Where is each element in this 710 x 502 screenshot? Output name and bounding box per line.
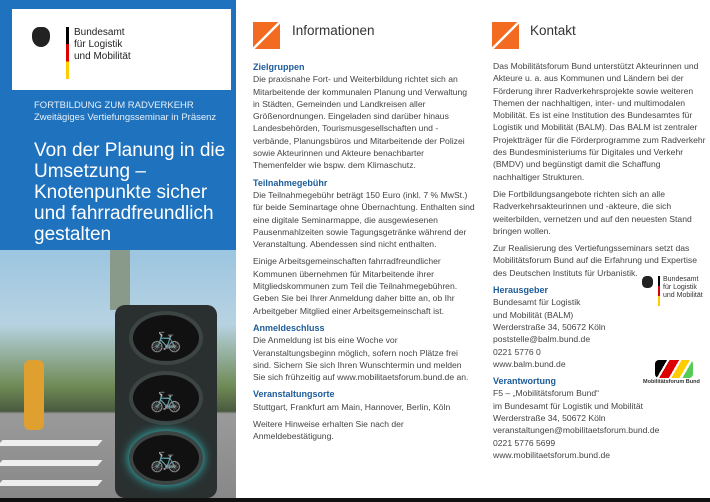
info-body: [253, 56, 475, 448]
section-paragraph: Weitere Hinweise erhalten Sie nach der Anmeldebestätigung.: [253, 419, 404, 442]
section-paragraph: Die Anmeldung ist bis eine Woche vor Veranstaltungsbeginn möglich, sofern noch Plätze frei sind. Sichern Sie sich Ihren Wunschtermin und melden Sie sich frühzeitig auf www.mobilitaetsforum.bund.de an.: [253, 335, 469, 383]
responsible-lines: [493, 387, 708, 461]
bicycle-traffic-light: [115, 305, 217, 498]
publisher-line[interactable]: poststelle@balm.bund.de: [493, 334, 591, 345]
publisher-line[interactable]: www.balm.bund.de: [493, 358, 566, 369]
mobilitaetsforum-logo: [643, 360, 703, 386]
balm-logo: [12, 9, 231, 90]
logo-line: Bundesamt: [74, 27, 125, 38]
section-paragraph: Einige Arbeitsgemeinschaften fahrradfreundlicher Kommunen übernehmen für Mitarbeitende ihrer Mitgliedskommunen zum Teil die Teilnahmegebühren. Geben Sie bei Ihrer Anmeldung daher bitte an, ob Ihr Arbeitgeber Mitglied einer Arbeitsgemeinschaft ist.: [253, 256, 458, 316]
traffic-light-photo: [0, 250, 236, 498]
info-title: Informationen: [292, 23, 375, 38]
section-heading: Zielgruppen: [253, 62, 305, 72]
publisher-heading: Herausgeber: [493, 285, 549, 296]
section-heading: Anmeldeschluss: [253, 322, 325, 333]
orange-slash-icon: [253, 22, 280, 49]
section-paragraph: Die Teilnahmegebühr beträgt 150 Euro (inkl. 7 % MwSt.) für beide Seminartage ohne Übernachtung. Enthalten sind eine digitale Seminarmappe, die ausgewiesenen Pausenmahlzeiten sowie Tagungsgetränke während der Veranstaltung. Abendessen sind nicht enthalten.: [253, 189, 475, 250]
section-paragraph: Stuttgart, Frankfurt am Main, Hannover, Berlin, Köln: [253, 401, 451, 412]
contact-title: Kontakt: [530, 23, 576, 38]
logo-line: für Logistik: [663, 284, 697, 291]
responsible-line: im Bundesamt für Logistik und Mobilität: [493, 400, 643, 411]
responsible-line: F5 – „Mobilitätsforum Bund“: [493, 388, 600, 399]
cover-panel: [0, 0, 236, 498]
publisher-line: Werderstraße 34, 50672 Köln: [493, 321, 606, 332]
info-column: [245, 0, 477, 498]
bottom-border: [0, 498, 710, 502]
red-bicycle-icon: 🚲: [129, 311, 203, 365]
contact-paragraph: Die Fortbildungsangebote richten sich an alle Radverkehrsakteurinnen und -akteure, die sich weiterbilden, vernetzen und auf den neuesten Stand bringen wollen.: [493, 188, 692, 236]
responsible-line[interactable]: www.mobilitaetsforum.bund.de: [493, 449, 611, 460]
publisher-line: 0221 5776 0: [493, 346, 541, 357]
kicker: FORTBILDUNG ZUM RADVERKEHR: [34, 100, 194, 111]
responsible-heading: Verantwortung: [493, 376, 557, 387]
section-heading: Teilnahmegebühr: [253, 177, 328, 188]
section-heading: Veranstaltungsorte: [253, 389, 335, 400]
section-paragraph: Die praxisnahe Fort- und Weiterbildung richtet sich an Mitarbeitende der kommunalen Planung und Verwaltung in Städten, Gemeinden und Landkreisen aller Größenordnungen. Eingeladen sind darüber hinaus Landesbehörden, Tourismusgesellschaften und -verbände, Planungsbüros und Mitarbeitende der Polizei sowie Akteurinnen und Akteure benachbarter Themenfelder wie bspw. dem Klimaschutz.: [253, 74, 468, 171]
logo-caption: Mobilitätsforum Bund: [643, 379, 700, 385]
cyclist: [24, 360, 44, 430]
publisher-line: und Mobilität (BALM): [493, 309, 574, 320]
amber-bicycle-icon: 🚲: [129, 371, 203, 425]
logo-line: und Mobilität: [663, 292, 703, 299]
contact-paragraph: Zur Realisierung des Vertiefungsseminars setzt das Mobilitätsforum Bund auf die Erfahrung und Expertise des Deutschen Instituts für Urbanistik.: [493, 243, 697, 278]
federal-eagle-icon: [32, 27, 50, 47]
responsible-line: Werderstraße 34, 50672 Köln: [493, 413, 606, 424]
responsible-line: 0221 5776 5699: [493, 437, 556, 448]
logo-line: für Logistik: [74, 39, 123, 50]
green-bicycle-icon: 🚲: [129, 431, 203, 485]
contact-column: [480, 0, 710, 498]
orange-slash-icon: [492, 22, 519, 49]
responsible-line[interactable]: veranstaltungen@mobilitaetsforum.bund.de: [493, 425, 660, 436]
flag-stripe: [66, 27, 69, 79]
contact-paragraph: Das Mobilitätsforum Bund unterstützt Akteurinnen und Akteure u. a. aus Kommunen und Ländern bei der Förderung ihrer Radverkehrsprojekte sowie weiteren Themen der nachhaltigen, inter- und multimodalen Mobilität. Es ist eine Institution des Bundesamtes für Logistik und Mobilität (BALM). Das BALM ist zentraler Projektträger für die Förderprogramme zum Radverkehr des Bundesministeriums für Digitales und Verkehr (BMDV) und begünstigt damit die Schaffung nachhaltiger Strukturen.: [493, 61, 706, 182]
cover-title: Von der Planung in die Umsetzung – Knotenpunkte sicher und fahrradfreundlich gestalten: [34, 140, 226, 245]
logo-line: und Mobilität: [74, 51, 131, 62]
publisher-line: Bundesamt für Logistik: [493, 297, 581, 308]
subtitle: Zweitägiges Vertiefungsseminar in Präsenz: [34, 112, 217, 123]
logo-line: Bundesamt: [663, 276, 699, 283]
